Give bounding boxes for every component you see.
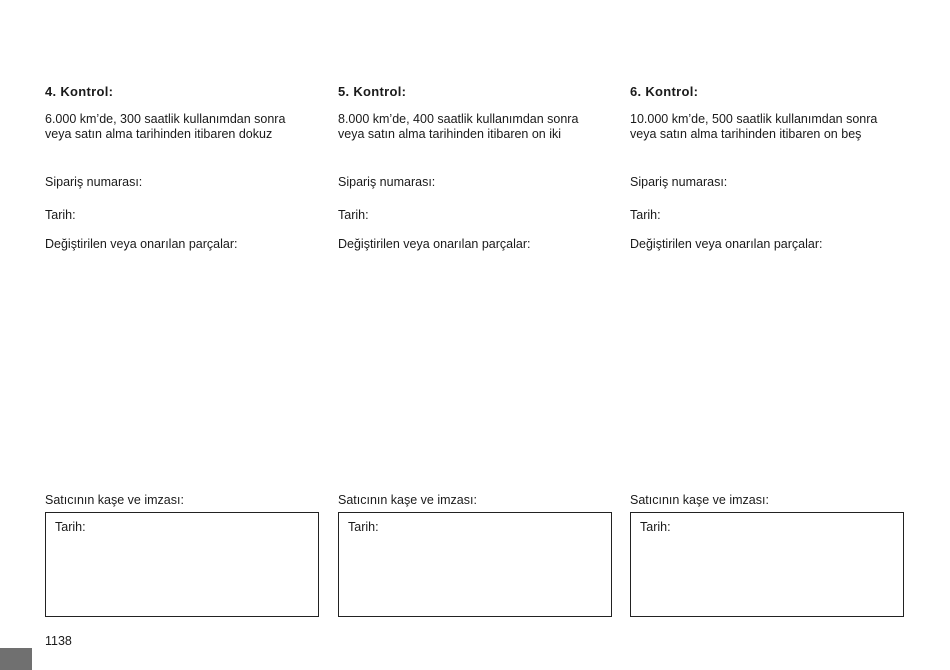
stamp-signature-box (45, 512, 319, 617)
box-date-label: Tarih: (348, 520, 379, 534)
box-date-label: Tarih: (55, 520, 86, 534)
page-edge-tab (0, 648, 32, 670)
replaced-parts-label: Değiştirilen veya onarılan parçalar: (45, 237, 238, 251)
box-date-label: Tarih: (640, 520, 671, 534)
description-line: veya satın alma tarihinden itibaren on beş (630, 127, 862, 141)
date-label: Tarih: (45, 208, 76, 222)
replaced-parts-label: Değiştirilen veya onarılan parçalar: (630, 237, 823, 251)
date-label: Tarih: (338, 208, 369, 222)
replaced-parts-label: Değiştirilen veya onarılan parçalar: (338, 237, 531, 251)
order-number-label: Sipariş numarası: (630, 175, 728, 189)
inspection-heading: 4. Kontrol: (45, 84, 114, 99)
order-number-label: Sipariş numarası: (338, 175, 436, 189)
inspection-description (338, 112, 612, 142)
page-number: 1138 (45, 634, 72, 648)
description-line: 10.000 km’de, 500 saatlik kullanımdan sonra (630, 112, 878, 126)
description-line: 6.000 km’de, 300 saatlik kullanımdan sonra (45, 112, 286, 126)
inspection-description (45, 112, 319, 142)
inspection-heading: 6. Kontrol: (630, 84, 699, 99)
description-line: 8.000 km’de, 400 saatlik kullanımdan sonra (338, 112, 579, 126)
inspection-heading: 5. Kontrol: (338, 84, 407, 99)
stamp-signature-box (338, 512, 612, 617)
dealer-stamp-signature-label: Satıcının kaşe ve imzası: (45, 493, 184, 507)
order-number-label: Sipariş numarası: (45, 175, 143, 189)
inspection-description (630, 112, 904, 142)
dealer-stamp-signature-label: Satıcının kaşe ve imzası: (338, 493, 477, 507)
inspection-column-5 (338, 0, 612, 670)
inspection-column-6 (630, 0, 904, 670)
stamp-signature-box (630, 512, 904, 617)
description-line: veya satın alma tarihinden itibaren dokuz (45, 127, 273, 141)
description-line: veya satın alma tarihinden itibaren on iki (338, 127, 562, 141)
date-label: Tarih: (630, 208, 661, 222)
dealer-stamp-signature-label: Satıcının kaşe ve imzası: (630, 493, 769, 507)
inspection-column-4 (45, 0, 319, 670)
